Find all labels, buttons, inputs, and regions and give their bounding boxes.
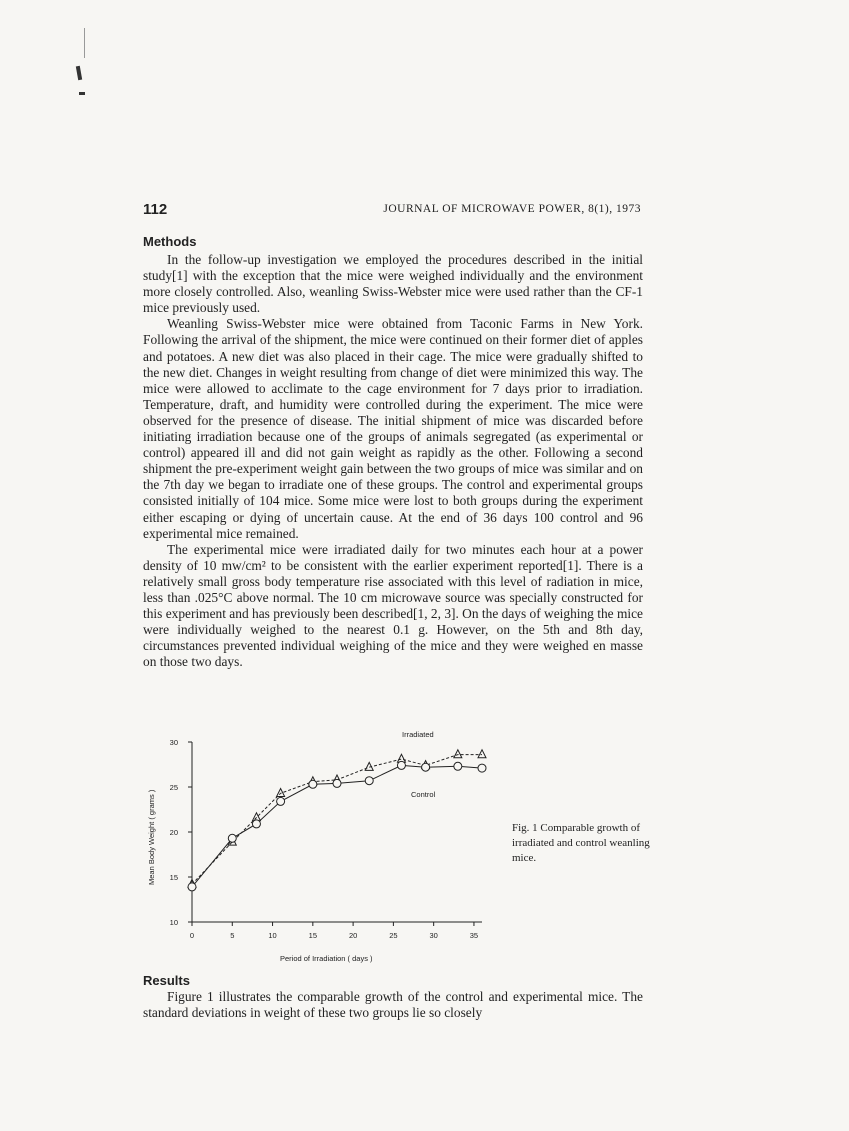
y-tick-label: 25: [169, 783, 178, 792]
control-point: [277, 797, 285, 805]
annotation-irradiated: Irradiated: [402, 730, 434, 739]
methods-paragraph-3: The experimental mice were irradiated daily for two minutes each hour at a power density of 10 mw/cm² to be consistent with the earlier experiment reported[1]. There is a relatively small gross body temperature rise associated with this level of radiation in mice, less than .025°C above normal. The 10 cm microwave source was specially constructed for this experiment and has previously been described[1, 2, 3]. On the days of weighing the mice were individually weighed to the nearest 0.1 g. However, on the 5th and 8th day, circumstances prevented individual weighing of the mice and they were weighed en masse on those two days.: [143, 541, 643, 670]
control-point: [397, 761, 405, 769]
irradiated-point: [478, 750, 486, 758]
control-point: [478, 764, 486, 772]
annotation-control: Control: [411, 790, 436, 799]
control-point: [365, 777, 373, 785]
control-point: [188, 883, 196, 891]
results-heading: Results: [143, 973, 190, 988]
control-point: [454, 762, 462, 770]
x-tick-label: 10: [268, 931, 277, 940]
page-number: 112: [143, 201, 168, 218]
y-tick-label: 30: [169, 738, 178, 747]
x-tick-label: 30: [429, 931, 438, 940]
irradiated-point: [454, 750, 462, 758]
y-tick-label: 20: [169, 828, 178, 837]
irradiated-point: [277, 789, 285, 797]
y-tick-label: 15: [169, 873, 178, 882]
control-point: [422, 763, 430, 771]
y-tick-label: 10: [169, 918, 178, 927]
methods-heading: Methods: [143, 234, 197, 249]
running-head: JOURNAL OF MICROWAVE POWER, 8(1), 1973: [383, 203, 641, 215]
figure-caption: Fig. 1 Comparable growth of irradiated and control weanling mice.: [512, 822, 650, 864]
results-body: [143, 989, 643, 1021]
methods-paragraph-2: Weanling Swiss-Webster mice were obtained from Taconic Farms in New York. Following the arrival of the shipment, the mice were continued on their former diet of apples and potatoes. A new diet was also placed in their cage. The mice were gradually shifted to the new diet. Changes in weight resulting from change of diet were minimized this way. The mice were allowed to acclimate to the cage environment for 7 days prior to irradiation. Temperature, draft, and humidity were controlled during the experiment. The mice were observed for the presence of disease. The initial shipment of mice was discarded before initiating irradiation because one of the groups of animals segregated (as experimental or control) appeared ill and did not gain weight as rapidly as the other. Following a second shipment the pre-experiment weight gain between the two groups of mice was similar and on the 7th day we began to irradiate one of these groups. The control and experimental groups consisted initially of 104 mice. Some mice were lost to both groups during the experiment either escaping or dying of uncertain cause. At the end of 36 days 100 control and 96 experimental mice remained.: [143, 316, 643, 541]
scan-mark: [76, 66, 82, 80]
figure-1: [140, 725, 650, 970]
page-header: [143, 200, 641, 220]
control-point: [309, 780, 317, 788]
x-tick-label: 35: [469, 931, 479, 940]
methods-body: [143, 252, 643, 670]
control-point: [252, 820, 260, 828]
x-tick-label: 20: [348, 931, 358, 940]
scan-mark: [79, 92, 85, 95]
x-axis-label: Period of Irradiation ( days ): [280, 954, 373, 963]
methods-paragraph-1: In the follow-up investigation we employed the procedures described in the initial study[1] with the exception that the mice were weighed individually and the environment more closely controlled. Also, weanling Swiss-Webster mice were used rather than the CF-1 mice previously used.: [143, 252, 643, 316]
x-tick-label: 15: [308, 931, 318, 940]
x-tick-label: 25: [389, 931, 398, 940]
y-axis-label: Mean Body Weight ( grams ): [147, 789, 156, 885]
scan-mark: [84, 28, 85, 58]
results-paragraph-1: Figure 1 illustrates the comparable growth of the control and experimental mice. The standard deviations in weight of these two groups lie so closely: [143, 989, 643, 1021]
control-point: [333, 779, 341, 787]
x-tick-label: 0: [189, 931, 195, 940]
growth-chart: [140, 725, 510, 970]
control-point: [228, 834, 236, 842]
x-tick-label: 5: [230, 931, 235, 940]
